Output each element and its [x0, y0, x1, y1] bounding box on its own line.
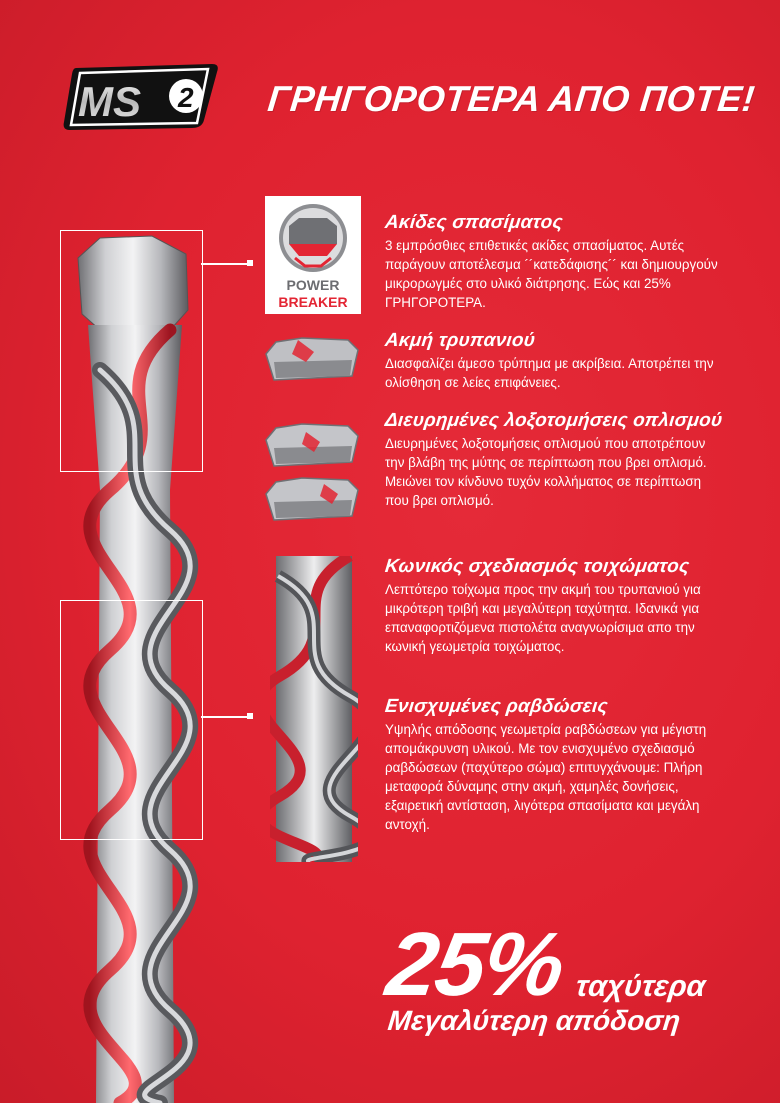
percent-faster: 25% — [380, 915, 570, 1015]
feature-reinforced-flutes — [385, 696, 725, 834]
feature-text: Υψηλής απόδοσης γεωμετρία ραβδώσεων για μέγιστη απομάκρυνση υλικού. Με τον ενισχυμένο σχεδιασμό ραβδώσεων (παχύτερο σώμα) επιτυγχάνουμε: Πλήρη μεταφορά δύναμης στην ακμή, χαμηλές δονήσεις, εξαιρετική αντίσταση, λιγότερα σπασίματα και μεγάλη αντοχή. — [385, 722, 707, 832]
leader-line — [201, 716, 247, 718]
feature-text: Διασφαλίζει άμεσο τρύπημα με ακρίβεια. Αποτρέπει την ολίσθηση σε λείες επιφάνειες. — [385, 356, 714, 390]
feature-title: Ακίδες σπασίματος — [383, 212, 564, 233]
svg-text:MS: MS — [78, 78, 141, 125]
svg-text:POWER: POWER — [286, 277, 340, 293]
feature-title: Ενισχυμένες ραβδώσεις — [383, 696, 609, 717]
feature-title: Ακμή τρυπανιού — [383, 330, 537, 351]
reinforcement-chamfer-image — [262, 418, 360, 470]
power-breaker-badge — [265, 196, 361, 314]
tapered-wall-bit-image — [270, 556, 358, 862]
feature-tapered-wall — [385, 556, 725, 656]
feature-text: Λεπτότερο τοίχωμα προς την ακμή του τρυπανιού για μικρότερη τριβή και μεγαλύτερη ταχύτητα. Ιδανικά για επαναφορτιζόμενα πιστολέτα αναγνωρίσιμα απο την κωνική γεωμετρία τοιχώματος. — [385, 582, 701, 654]
faster-label: ταχύτερα — [574, 970, 708, 1003]
svg-text:2: 2 — [178, 82, 194, 113]
performance-label: Μεγαλύτερη απόδοση — [386, 1005, 682, 1036]
feature-breaking-points — [385, 212, 725, 312]
feature-title: Διευρημένες λοξοτομήσεις οπλισμού — [383, 410, 724, 431]
callout-box-flutes — [60, 600, 203, 840]
ms2-logo — [62, 60, 220, 132]
feature-reinforcement-chamfers — [385, 410, 725, 510]
feature-text: Διευρημένες λοξοτομήσεις οπλισμού που αποτρέπουν την βλάβη της μύτης σε περίπτωση που βρει οπλισμό. Μειώνει τον κίνδυνο τυχόν κολλήματος σε περίπτωση που βρει οπλισμό. — [385, 436, 707, 508]
callout-box-tip — [60, 230, 203, 472]
svg-text:BREAKER: BREAKER — [278, 294, 348, 310]
feature-drill-edge — [385, 330, 725, 392]
feature-title: Κωνικός σχεδιασμός τοιχώματος — [383, 556, 691, 577]
headline: ΓΡΗΓΟΡΟΤΕΡΑ ΑΠΟ ΠΟΤΕ! — [265, 78, 757, 119]
leader-line — [201, 263, 247, 265]
reinforcement-chamfer-image — [262, 472, 360, 524]
leader-dot — [247, 260, 253, 266]
feature-text: 3 εμπρόσθιες επιθετικές ακίδες σπασίματος. Αυτές παράγουν αποτέλεσμα ´´κατεδάφισης´´ και δημιουργούν μικρορωγμές στο υλικό διάτρησης. Εώς και 25% ΓΡΗΓΟΡΟΤΕΡΑ. — [385, 238, 718, 310]
leader-dot — [247, 713, 253, 719]
drill-edge-image — [262, 332, 360, 384]
